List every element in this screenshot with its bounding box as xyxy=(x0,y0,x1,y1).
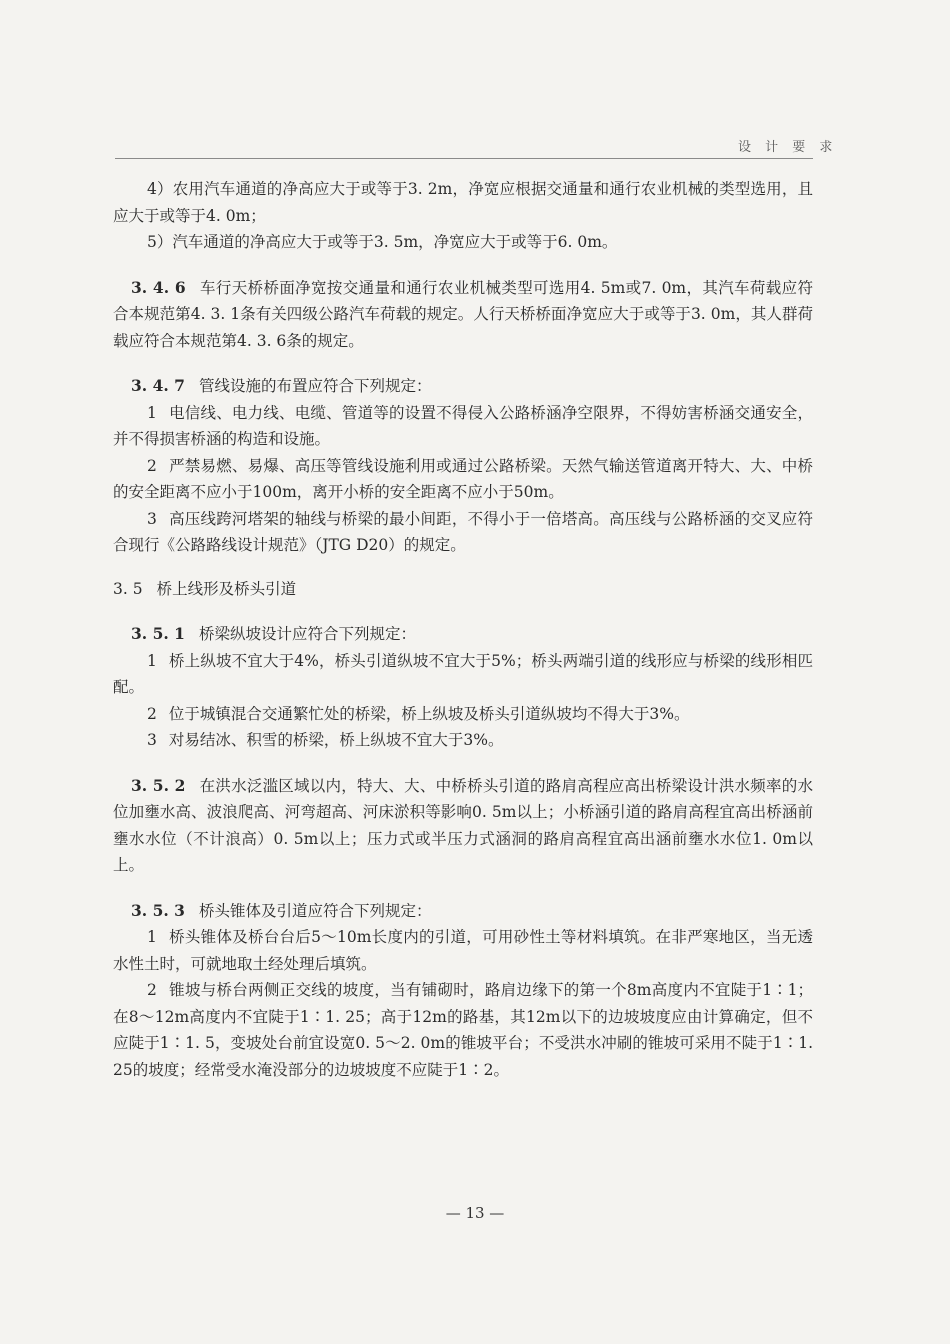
item-text: 高压线跨河塔架的轴线与桥梁的最小间距，不得小于一倍塔高。高压线与公路桥涵的交叉应符合现行《公路路线设计规范》（JTG D20）的规定。 xyxy=(113,509,813,554)
list-item xyxy=(113,701,813,728)
clause-intro: 管线设施的布置应符合下列规定： xyxy=(198,377,432,395)
item-text: 锥坡与桥台两侧正交线的坡度，当有铺砌时，路肩边缘下的第一个8m高度内不宜陡于1∶1；在8～12m高度内不宜陡于1∶1. 25；高于12m的路基，其12m以下的边坡坡度应由计算确定，但不应陡于1∶1. 5，变坡处台前宜设宽0. 5～2. 0m的锥坡平台；不受洪水冲刷的锥坡可采用不陡于1∶1. 25的坡度；经常受水淹没部分的边坡坡度不应陡于1∶2。 xyxy=(113,981,813,1079)
item-number: 2 xyxy=(147,704,157,723)
clause-number: 3. 5. 1 xyxy=(131,624,185,643)
item-text: 严禁易燃、易爆、高压等管线设施利用或通过公路桥梁。天然气输送管道离开特大、大、中桥的安全距离不应小于100m，离开小桥的安全距离不应小于50m。 xyxy=(113,456,813,501)
item-text: 位于城镇混合交通繁忙处的桥梁，桥上纵坡及桥头引道纵坡均不得大于3%。 xyxy=(168,704,690,723)
list-item-4: 4）农用汽车通道的净高应大于或等于3. 2m，净宽应根据交通量和通行农业机械的类型选用，且应大于或等于4. 0m； xyxy=(113,180,813,225)
item-number: 1 xyxy=(147,651,157,670)
item-text: 桥上纵坡不宜大于4%，桥头引道纵坡不宜大于5%；桥头两端引道的线形应与桥梁的线形相匹配。 xyxy=(113,651,813,696)
section-heading-3-5 xyxy=(113,576,813,603)
list-item xyxy=(113,453,813,506)
clause-3-5-3 xyxy=(113,898,813,925)
clause-intro: 桥梁纵坡设计应符合下列规定： xyxy=(198,625,416,643)
body-text xyxy=(113,176,813,1083)
clause-3-4-6 xyxy=(113,275,813,355)
clause-intro: 桥头锥体及引道应符合下列规定： xyxy=(198,901,432,920)
item-number: 1 xyxy=(147,403,157,422)
clause-3-5-1 xyxy=(113,621,813,648)
list-item xyxy=(113,400,813,453)
list-item xyxy=(113,648,813,701)
clause-text: 在洪水泛滥区域以内，特大、大、中桥桥头引道的路肩高程应高出桥梁设计洪水频率的水位加壅水高、波浪爬高、河弯超高、河床淤积等影响0. 5m以上；小桥涵引道的路肩高程宜高出桥涵前壅水水位（不计浪高）0. 5m以上；压力式或半压力式涵洞的路肩高程宜高出涵前壅水水位1. 0m以上。 xyxy=(113,776,813,874)
item-number: 2 xyxy=(147,981,157,999)
list-item xyxy=(113,506,813,559)
running-header: 设 计 要 求 xyxy=(738,140,838,155)
clause-text: 车行天桥桥面净宽按交通量和通行农业机械类型可选用4. 5m或7. 0m，其汽车荷载应符合本规范第4. 3. 1条有关四级公路汽车荷载的规定。人行天桥桥面净宽应大于或等于3. 0m，其人群荷载应符合本规范第4. 3. 6条的规定。 xyxy=(113,278,813,350)
item-text: 电信线、电力线、电缆、管道等的设置不得侵入公路桥涵净空限界，不得妨害桥涵交通安全，并不得损害桥涵的构造和设施。 xyxy=(113,403,813,448)
item-text: 对易结冰、积雪的桥梁，桥上纵坡不宜大于3%。 xyxy=(168,731,504,749)
list-item-5: 5）汽车通道的净高应大于或等于3. 5m，净宽应大于或等于6. 0m。 xyxy=(147,233,618,251)
item-number: 1 xyxy=(147,928,157,946)
page-number: — 13 — xyxy=(445,1204,505,1222)
clause-3-5-2 xyxy=(113,773,813,879)
clause-number: 3. 5. 3 xyxy=(131,900,185,920)
item-number: 3 xyxy=(147,731,157,749)
clause-number: 3. 4. 6 xyxy=(131,277,186,297)
item-number: 2 xyxy=(147,456,157,475)
header-rule xyxy=(115,158,813,159)
list-item xyxy=(113,977,813,1083)
item-number: 3 xyxy=(147,509,157,528)
clause-number: 3. 4. 7 xyxy=(131,376,185,395)
item-text: 桥头锥体及桥台台后5～10m长度内的引道，可用砂性土等材料填筑。在非严寒地区，当无透水性土时，可就地取土经处理后填筑。 xyxy=(113,928,813,973)
clause-3-4-7 xyxy=(113,373,813,400)
list-item xyxy=(113,924,813,977)
clause-number: 3. 5. 2 xyxy=(131,775,186,795)
section-number: 3. 5 xyxy=(113,579,143,598)
section-title: 桥上线形及桥头引道 xyxy=(156,579,297,598)
list-item xyxy=(113,727,813,754)
